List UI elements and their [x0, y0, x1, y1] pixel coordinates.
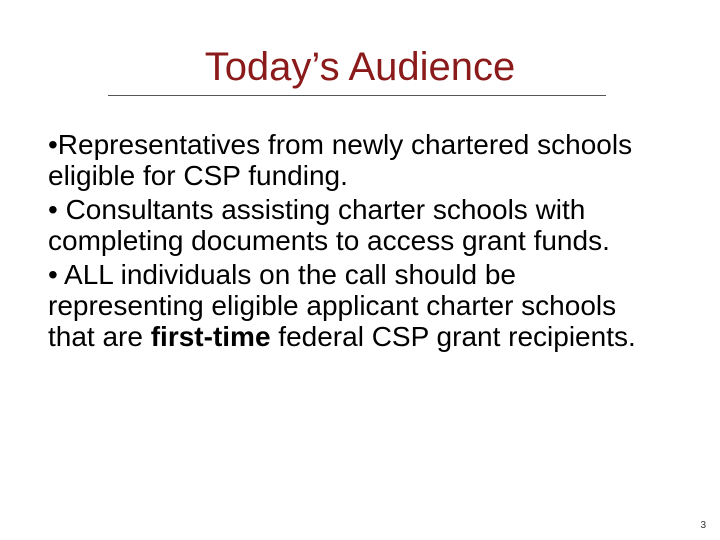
bullet-text-before: • ALL individuals on the call should be representing eligible applicant charter schools that are	[48, 259, 617, 352]
emphasis-first-time: first-time	[150, 321, 271, 352]
bullet-all-individuals	[48, 259, 668, 352]
bullet-representatives: •Representatives from newly chartered schools eligible for CSP funding.	[48, 129, 633, 191]
title-divider	[108, 95, 606, 96]
slide-title: Today’s Audience	[204, 45, 516, 89]
bullet-text-after: federal CSP grant recipients.	[270, 321, 636, 352]
bullet-list	[48, 129, 668, 355]
page-number: 3	[700, 520, 706, 531]
bullet-consultants: • Consultants assisting charter schools with completing documents to access grant funds.	[48, 194, 610, 256]
